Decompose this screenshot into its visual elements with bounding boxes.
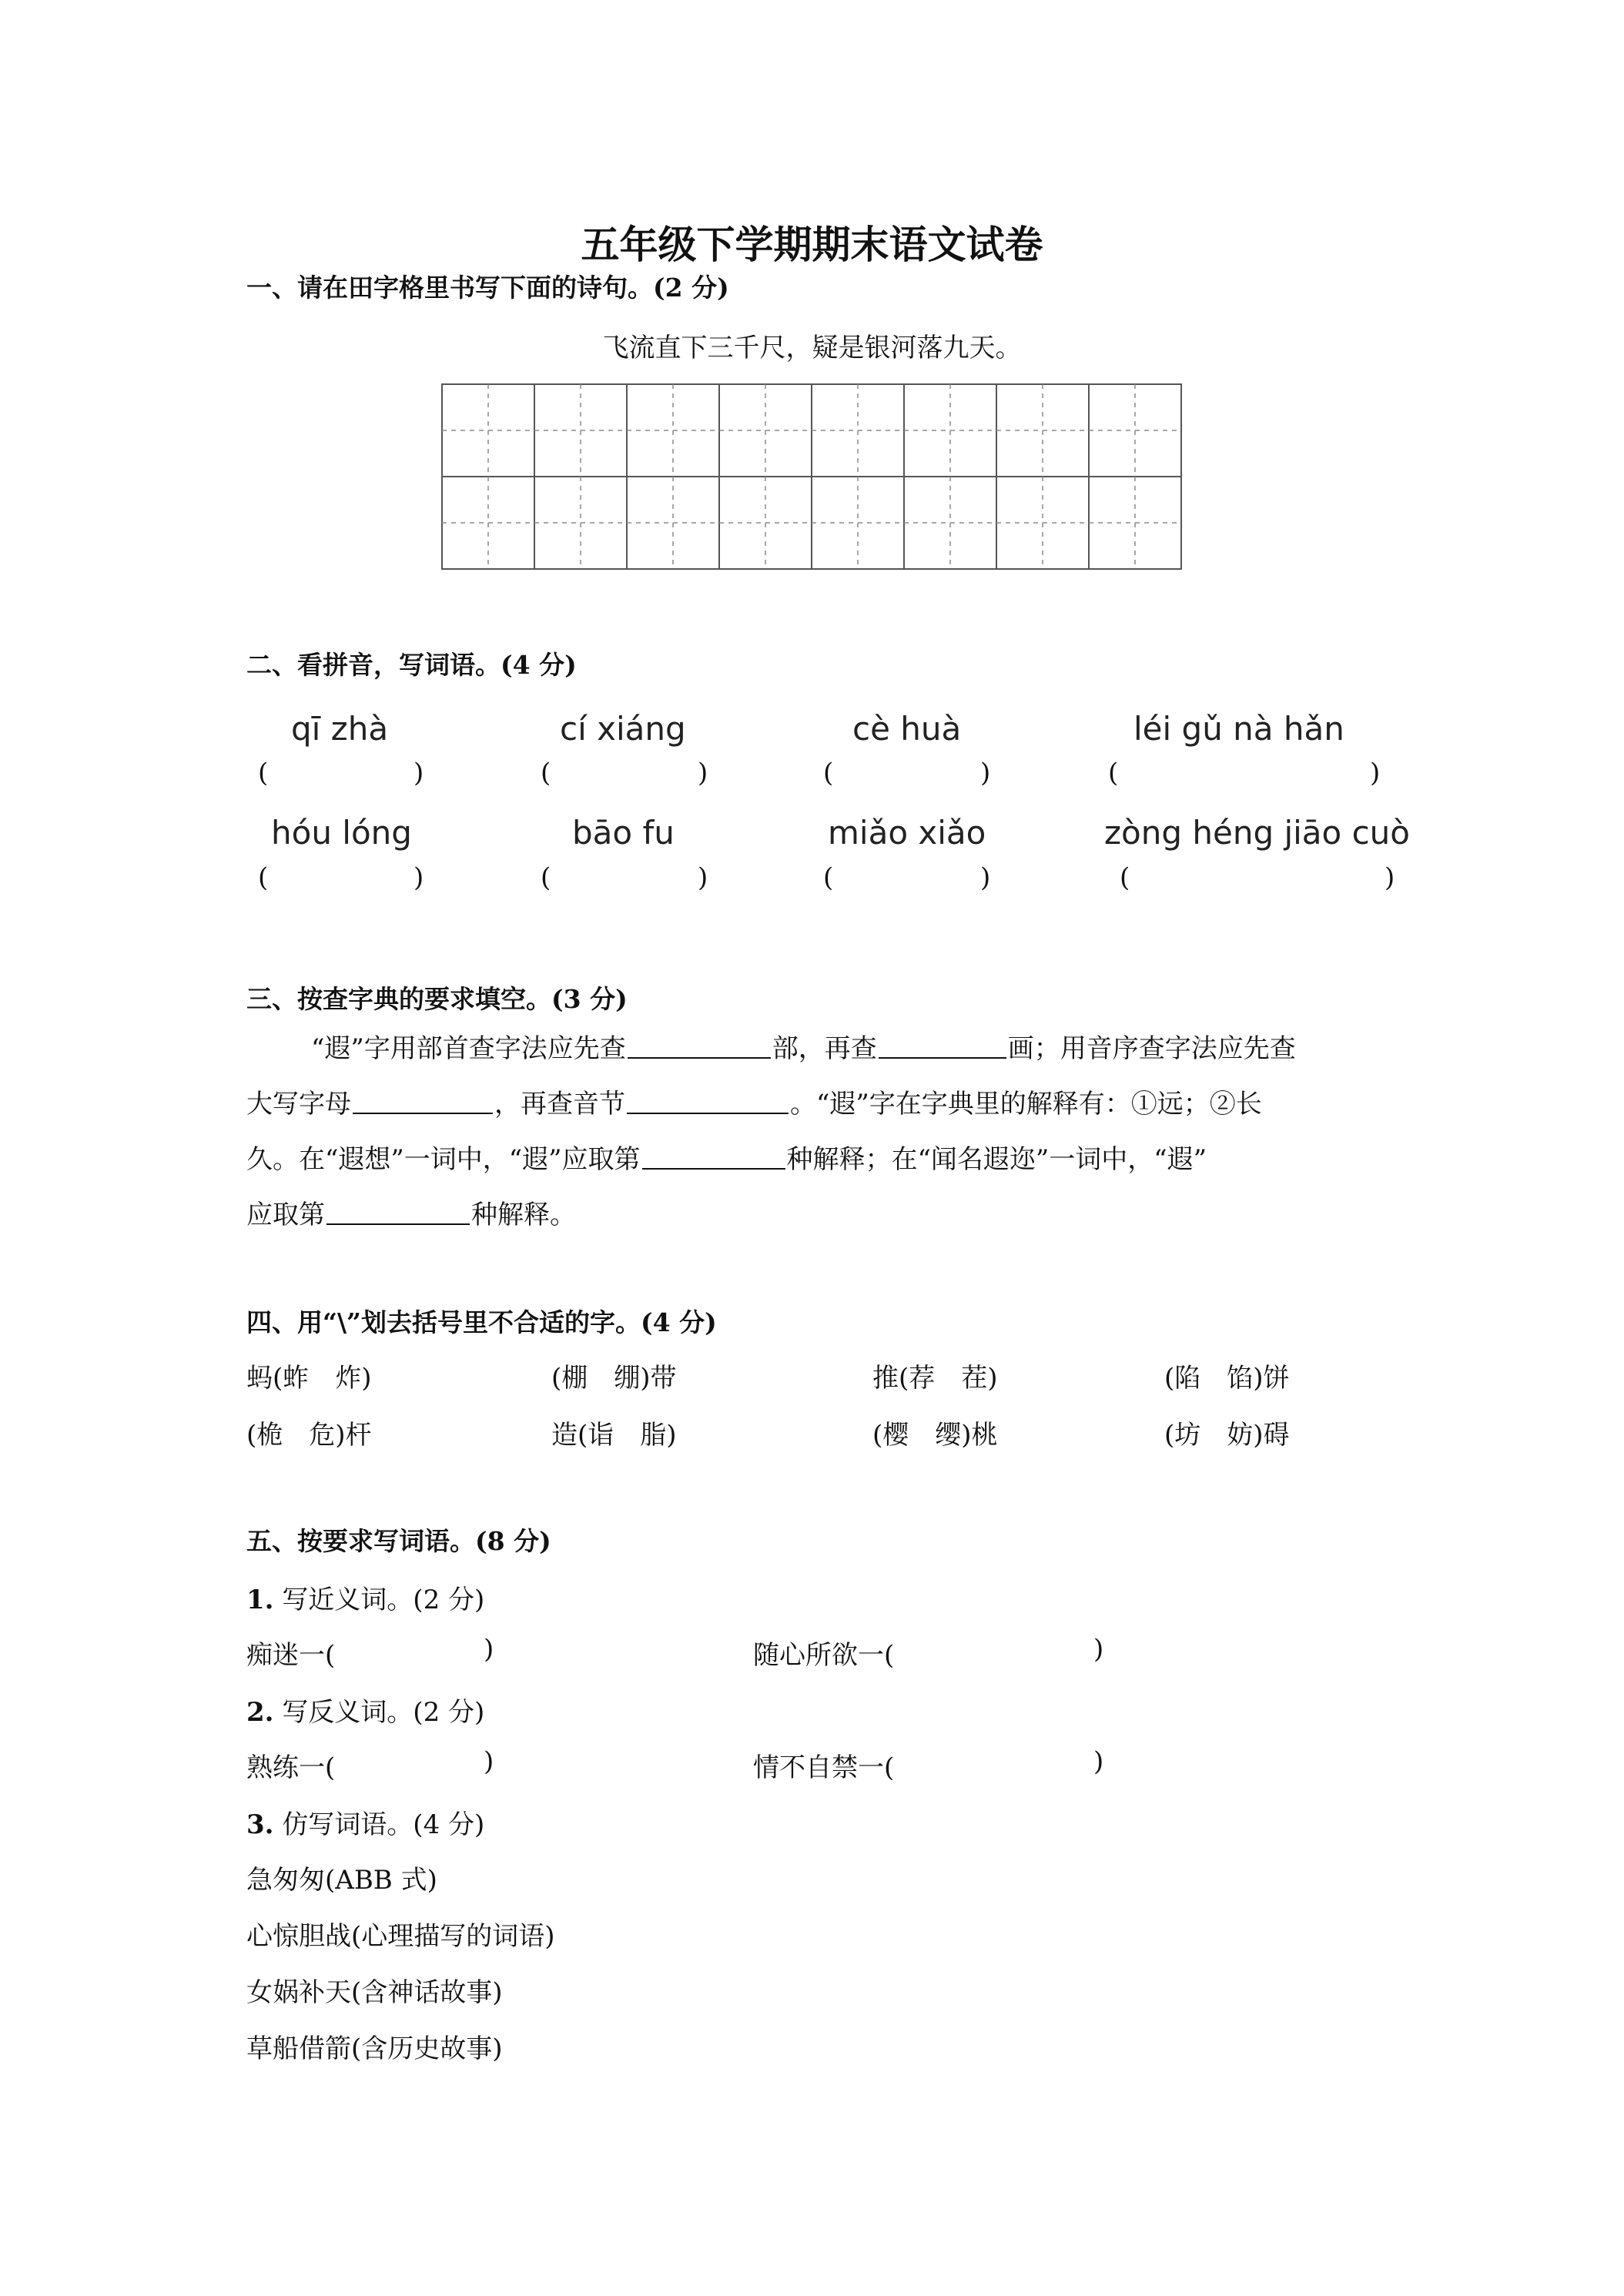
s3-text-2b: ，再查音节 (494, 1089, 625, 1120)
s3-text-2c: 。“遐”字在字典里的解释有：①远；②长 (790, 1089, 1262, 1120)
imitation-example-1: 急匆匆(ABB 式) (246, 1865, 437, 1896)
answer-box-3[interactable] (839, 756, 973, 790)
char-choice-8[interactable]: (坊 妨)碍 (1164, 1420, 1290, 1451)
paren-open-6: ( (541, 862, 551, 893)
char-choice-3[interactable]: 推(荐 茬) (872, 1363, 998, 1394)
paren-close-5: ) (414, 862, 424, 893)
imitation-example-4: 草船借箭(含历史故事) (246, 2033, 503, 2064)
s3-text-4a: 应取第 (246, 1200, 325, 1230)
q1-number: 1. (246, 1585, 274, 1615)
answer-box-7[interactable] (839, 861, 973, 895)
paren-close-3: ) (980, 758, 991, 788)
section3-paragraph (246, 1021, 1401, 1243)
answer-box-2[interactable] (556, 756, 691, 790)
syllable-blank[interactable] (627, 1083, 789, 1114)
char-choice-5[interactable]: (桅 危)杆 (246, 1420, 372, 1451)
q2-line (246, 1691, 484, 1729)
pinyin-8: zòng héng jiāo cuò (1104, 814, 1410, 852)
section5-heading: 五、按要求写词语。(8 分) (246, 1526, 551, 1556)
answer-box-8[interactable] (1135, 861, 1378, 895)
pinyin-1: qī zhà (291, 710, 389, 748)
paren-open-7: ( (823, 862, 834, 893)
synonym-left-prompt: 痴迷一( (246, 1640, 336, 1671)
paren-close-1: ) (414, 758, 424, 788)
antonym-right-prompt: 情不自禁一( (753, 1752, 895, 1783)
section4-heading: 四、用“\”划去括号里不合适的字。(4 分) (246, 1307, 717, 1337)
s3-text-1b: 部，再查 (772, 1033, 877, 1064)
meaning-blank-1[interactable] (642, 1139, 785, 1170)
pinyin-2: cí xiáng (560, 710, 686, 748)
q1-text: 写近义词。(2 分) (282, 1585, 485, 1615)
imitation-example-3: 女娲补天(含神话故事) (246, 1977, 503, 2008)
tianzige-grid[interactable] (441, 383, 1188, 571)
s3-text-1c: 画；用音序查字法应先查 (1007, 1033, 1296, 1064)
paren-close-6: ) (698, 862, 708, 893)
q1-line (246, 1578, 484, 1616)
synonym-answer-2[interactable] (909, 1632, 1086, 1666)
pinyin-5: hóu lóng (271, 814, 412, 852)
pinyin-4: léi gǔ nà hǎn (1133, 710, 1344, 748)
antonym-answer-1[interactable] (339, 1745, 477, 1779)
q3-text: 仿写词语。(4 分) (282, 1809, 485, 1840)
answer-box-1[interactable] (273, 756, 408, 790)
section3-heading: 三、按查字典的要求填空。(3 分) (246, 984, 628, 1014)
s3-text-2a: 大写字母 (246, 1089, 351, 1120)
antonym-left-prompt: 熟练一( (246, 1752, 336, 1783)
paren-open-2: ( (541, 758, 551, 788)
page-title: 五年级下学期期末语文试卷 (581, 222, 1043, 267)
q2-right-close: ) (1093, 1746, 1104, 1777)
section1-heading: 一、请在田字格里书写下面的诗句。(2 分) (246, 273, 729, 303)
radical-blank[interactable] (628, 1028, 771, 1059)
imitation-example-2: 心惊胆战(心理描写的词语) (246, 1921, 555, 1952)
q2-text: 写反义词。(2 分) (282, 1697, 485, 1728)
synonym-answer-1[interactable] (339, 1632, 477, 1666)
pinyin-3: cè huà (852, 710, 962, 748)
synonym-right-prompt: 随心所欲一( (753, 1640, 895, 1671)
stroke-count-blank[interactable] (879, 1028, 1006, 1059)
char-choice-4[interactable]: (陷 馅)饼 (1164, 1363, 1290, 1394)
paren-open-3: ( (823, 758, 834, 788)
paren-open-8: ( (1120, 862, 1130, 893)
paren-open-4: ( (1108, 758, 1119, 788)
pinyin-6: bāo fu (572, 814, 675, 852)
answer-box-4[interactable] (1124, 756, 1363, 790)
capital-letter-blank[interactable] (353, 1083, 493, 1114)
answer-box-5[interactable] (273, 861, 408, 895)
char-choice-1[interactable]: 蚂(蚱 炸) (246, 1363, 372, 1394)
q1-left-close: ) (484, 1634, 494, 1665)
q3-line (246, 1803, 484, 1841)
char-choice-2[interactable]: (棚 绷)带 (551, 1363, 677, 1394)
poem-line: 飞流直下三千尺，疑是银河落九天。 (602, 333, 1022, 363)
s3-text-3a: 久。在“遐想”一词中，“遐”应取第 (246, 1144, 641, 1175)
paren-close-7: ) (980, 862, 991, 893)
char-choice-6[interactable]: 造(诣 脂) (551, 1420, 677, 1451)
meaning-blank-2[interactable] (326, 1194, 470, 1225)
q2-left-close: ) (484, 1746, 494, 1777)
pinyin-7: miǎo xiǎo (828, 814, 986, 852)
paren-close-8: ) (1385, 862, 1395, 893)
answer-box-6[interactable] (556, 861, 691, 895)
paren-open-5: ( (258, 862, 269, 893)
s3-text-4b: 种解释。 (471, 1200, 576, 1230)
paren-open-1: ( (258, 758, 269, 788)
q3-number: 3. (246, 1809, 274, 1840)
s3-text-1a: “遐”字用部首查字法应先查 (311, 1033, 626, 1064)
antonym-answer-2[interactable] (909, 1745, 1086, 1779)
q1-right-close: ) (1093, 1634, 1104, 1665)
char-choice-7[interactable]: (樱 缨)桃 (872, 1420, 998, 1451)
paren-close-2: ) (698, 758, 708, 788)
section2-heading: 二、看拼音，写词语。(4 分) (246, 650, 577, 680)
paren-close-4: ) (1370, 758, 1381, 788)
s3-text-3b: 种解释；在“闻名遐迩”一词中，“遐” (786, 1144, 1207, 1175)
q2-number: 2. (246, 1697, 274, 1728)
